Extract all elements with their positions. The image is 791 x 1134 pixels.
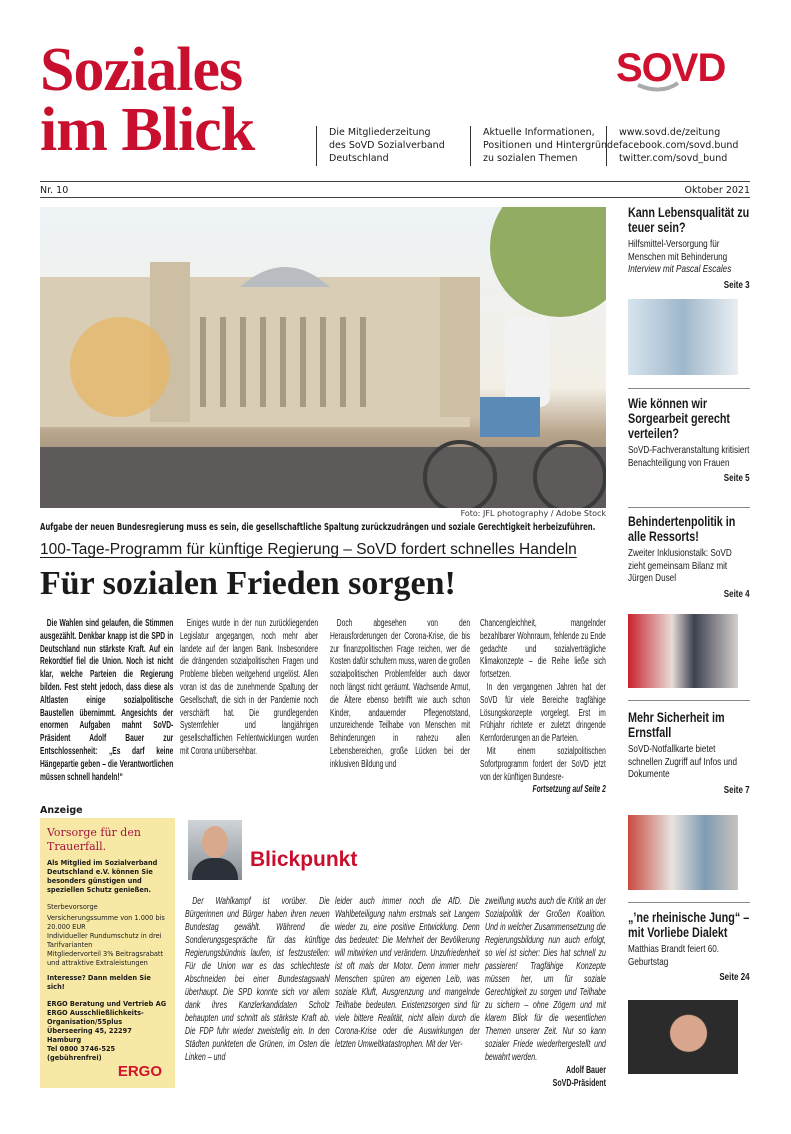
article-headline: Für sozialen Frieden sorgen! — [40, 565, 456, 602]
masthead-links: www.sovd.de/zeitung facebook.com/sovd.bund twitter.com/sovd_bund — [606, 126, 738, 166]
teaser-image-notfall — [628, 815, 738, 890]
masthead-title: Soziales im Blick — [40, 36, 255, 164]
sidebar-teaser-5[interactable]: „’ne rheinische Jung“ – mit Vorliebe Dialekt Matthias Brandt feiert 60. Geburtstag Seite 24 — [628, 910, 750, 983]
issue-date: Oktober 2021 — [684, 185, 750, 196]
divider — [40, 197, 750, 198]
lead-photo-reichstag — [40, 207, 606, 508]
teaser-image-hilfsmittel — [628, 299, 738, 375]
article-column-4: Chancengleichheit, mangelnder bezahlbarer Wohnraum, fehlende zu Ende gedachte und sozialverträgliche Klimakonzepte – die Reihe ließe sich fortsetzen. In den vergangenen Jahren hat der SoVD für viele Bereiche tragfähige Lösungskonzepte vorgelegt. Erst im Frühjahr richtete er zuletzt dringende Kernforderungen an die Parteien. Mit einem sozialpolitischen Sofortprogramm fordert der SoVD jetzt von der künftigen Bundesre- Fortsetzung auf Seite 2 — [480, 618, 606, 796]
svg-text:SOVD: SOVD — [616, 46, 726, 90]
sidebar-teaser-1[interactable]: Kann Lebensqualität zu teuer sein? Hilfsmittel-Versorgung für Menschen mit Behinderung Interview mit Pascal Escales Seite 3 — [628, 205, 750, 291]
teaser-image-inklusionstalk — [628, 614, 738, 688]
article-column-3: Doch abgesehen von den Herausforderungen der Corona-Krise, die bis zur finanzpolitischen Frage reichen, wer die Kosten dafür schultern muss, waren die großen sozialpolitischen Problemfelder auch davor noch längst nicht geräumt. Wachsende Armut, die Ältere ebenso betrifft wie auch schon Kinder, andauernder Pflegenotstand, unzureichende Teilhabe von Menschen mit Behinderungen in nahezu allen Lebensbereichen, große Lücken bei der inklusiven Bildung und — [330, 618, 471, 770]
sovd-logo — [616, 45, 740, 95]
article-intro: Die Wahlen sind gelaufen, die Stimmen ausgezählt. Denkbar knapp ist die SPD in Deutschland nun stärkste Kraft. Auf ein Rekordtief fiel die Union. Noch ist nicht klar, welche Parteien die Regierung bilden. Fest steht jedoch, dass diese als Altlasten einige sozialpolitische Baustellen übernimmt. Angesichts der enormen Aufgaben mahnt SoVD-Präsident Adolf Bauer zur Entschlossenheit: „Es darf keine Hängepartie geben – die Verantwortlichen müssen schnell handeln!“ — [40, 618, 174, 783]
divider — [40, 181, 750, 182]
photo-credit: Foto: JFL photography / Adobe Stock — [460, 509, 606, 518]
teaser-image-matthias-brandt — [628, 1000, 738, 1074]
photo-caption: Aufgabe der neuen Bundesregierung muss es sein, die gesellschaftliche Spaltung zurückzudrängen und soziale Gerechtigkeit herbeizuführen. — [40, 522, 596, 533]
masthead-info-2: Aktuelle Informationen, Positionen und Hintergründe zu sozialen Themen — [470, 126, 619, 166]
ad-label: Anzeige — [40, 805, 83, 816]
masthead-info-1: Die Mitgliederzeitung des SoVD Sozialverband Deutschland — [316, 126, 445, 166]
blickpunkt-title: Blickpunkt — [250, 848, 358, 871]
issue-number: Nr. 10 — [40, 185, 69, 196]
article-kicker: 100-Tage-Programm für künftige Regierung – SoVD fordert schnelles Handeln — [40, 541, 577, 558]
sidebar-teaser-4[interactable]: Mehr Sicherheit im Ernstfall SoVD-Notfallkarte bietet schnellen Zugriff auf Infos und Dokumente Seite 7 — [628, 710, 750, 796]
article-column-2: Einiges wurde in der nun zurückliegenden Legislatur angegangen, noch mehr aber landete auf der langen Bank. Insbesondere die drängenden sozialpolitischen Fragen und Probleme blieben weitgehend ungelöst. Allen voran ist das die zunehmende Spaltung der Gesellschaft, die sich in der Pandemie noch verschärft hat. Die grundlegenden Systemfehler und langjährigen gesellschaftlichen Fehlentwicklungen wurden mit Corona unübersehbar. — [180, 618, 319, 757]
ergo-logo: ERGO — [117, 1063, 162, 1080]
divider — [628, 507, 750, 508]
divider — [628, 700, 750, 701]
sidebar-teaser-2[interactable]: Wie können wir Sorgearbeit gerecht verteilen? SoVD-Fachveranstaltung kritisiert Benachteiligung von Frauen Seite 5 — [628, 396, 750, 484]
ergo-advertisement[interactable]: Vorsorge für den Trauerfall. Als Mitglied im Sozialverband Deutschland e.V. können Sie besonders günstigen und speziellen Schutz genießen. Sterbevorsorge Versicherungssumme von 1.000 bis 20.000 EUR Individueller Rundumschutz in drei Tarifvarianten Mitgliedervorteil 3% Beitragsrabatt und attraktive Extraleistungen Interesse? Dann melden Sie sich! ERGO Beratung und Vertrieb AG ERGO Ausschließlichkeits- Organisation/55plus Überseering 45, 22297 Hamburg Tel 0800 3746-525 (gebührenfrei) ERGO — [40, 818, 175, 1088]
blickpunkt-column-1: Der Wahlkampf ist vorüber. Die Bürgerinnen und Bürger haben ihren neuen Bundestag gewählt. Während die Sondierungsgespräche für das künftige Regierungsbündnis laufen, ist festzustellen: Für die Union war es das schlechteste Abschneiden bei einer Bundestagswahl überhaupt. Die SPD konnte sich vor allem dank ihres Kanzlerkandidaten Scholz behaupten und schnitt als stärkste Kraft ab. Die FDP fuhr wieder zweistellig ein. In den Städten punkteten die Grünen, im Osten die Linken – und — [185, 896, 330, 1063]
author-portrait — [188, 820, 242, 880]
continued-link[interactable]: Fortsetzung auf Seite 2 — [532, 784, 606, 796]
divider — [628, 902, 750, 903]
blickpunkt-column-3: zweiflung wuchs auch die Kritik an der Sozialpolitik der Großen Koalition. Und in welcher Zusammensetzung die Regierungsbildung nun auch erfolgt, so viel ist sicher: Dies hat schnell zu passieren! Tragfähige Konzepte müssen her, um für soziale Gerechtigkeit zu sorgen und Teilhabe zu sichern – ohne Zögern und mit klarem Blick für die wesentlichen Themen unserer Zeit. Nur so kann sozialer Friede wiederhergestellt und bewahrt werden. Adolf Bauer SoVD-Präsident — [485, 896, 606, 1089]
blickpunkt-column-2: leider auch immer noch die AfD. Die Wahlbeteiligung nahm erstmals seit Langem wieder zu, eine positive Entwicklung. Denn das bedeutet: Die Mehrheit der Bevölkerung will mitwirken und verändern. Unzufriedenheit ist oft mals der Motor. Denn immer mehr Menschen spüren am eigenen Leib, was soziale Kluft, Ausgrenzung und mangelnde Teilhabe bedeuten. Existenzsorgen sind für viele bittere Realität, nicht allein durch die Corona-Krise oder die Auswirkungen der letzten Umweltkatastrophen. Mit der Ver- — [335, 896, 480, 1050]
divider — [628, 388, 750, 389]
sidebar-teaser-3[interactable]: Behindertenpolitik in alle Ressorts! Zweiter Inklusionstalk: SoVD zieht gemeinsam Bilanz mit Jürgen Dusel Seite 4 — [628, 514, 750, 600]
